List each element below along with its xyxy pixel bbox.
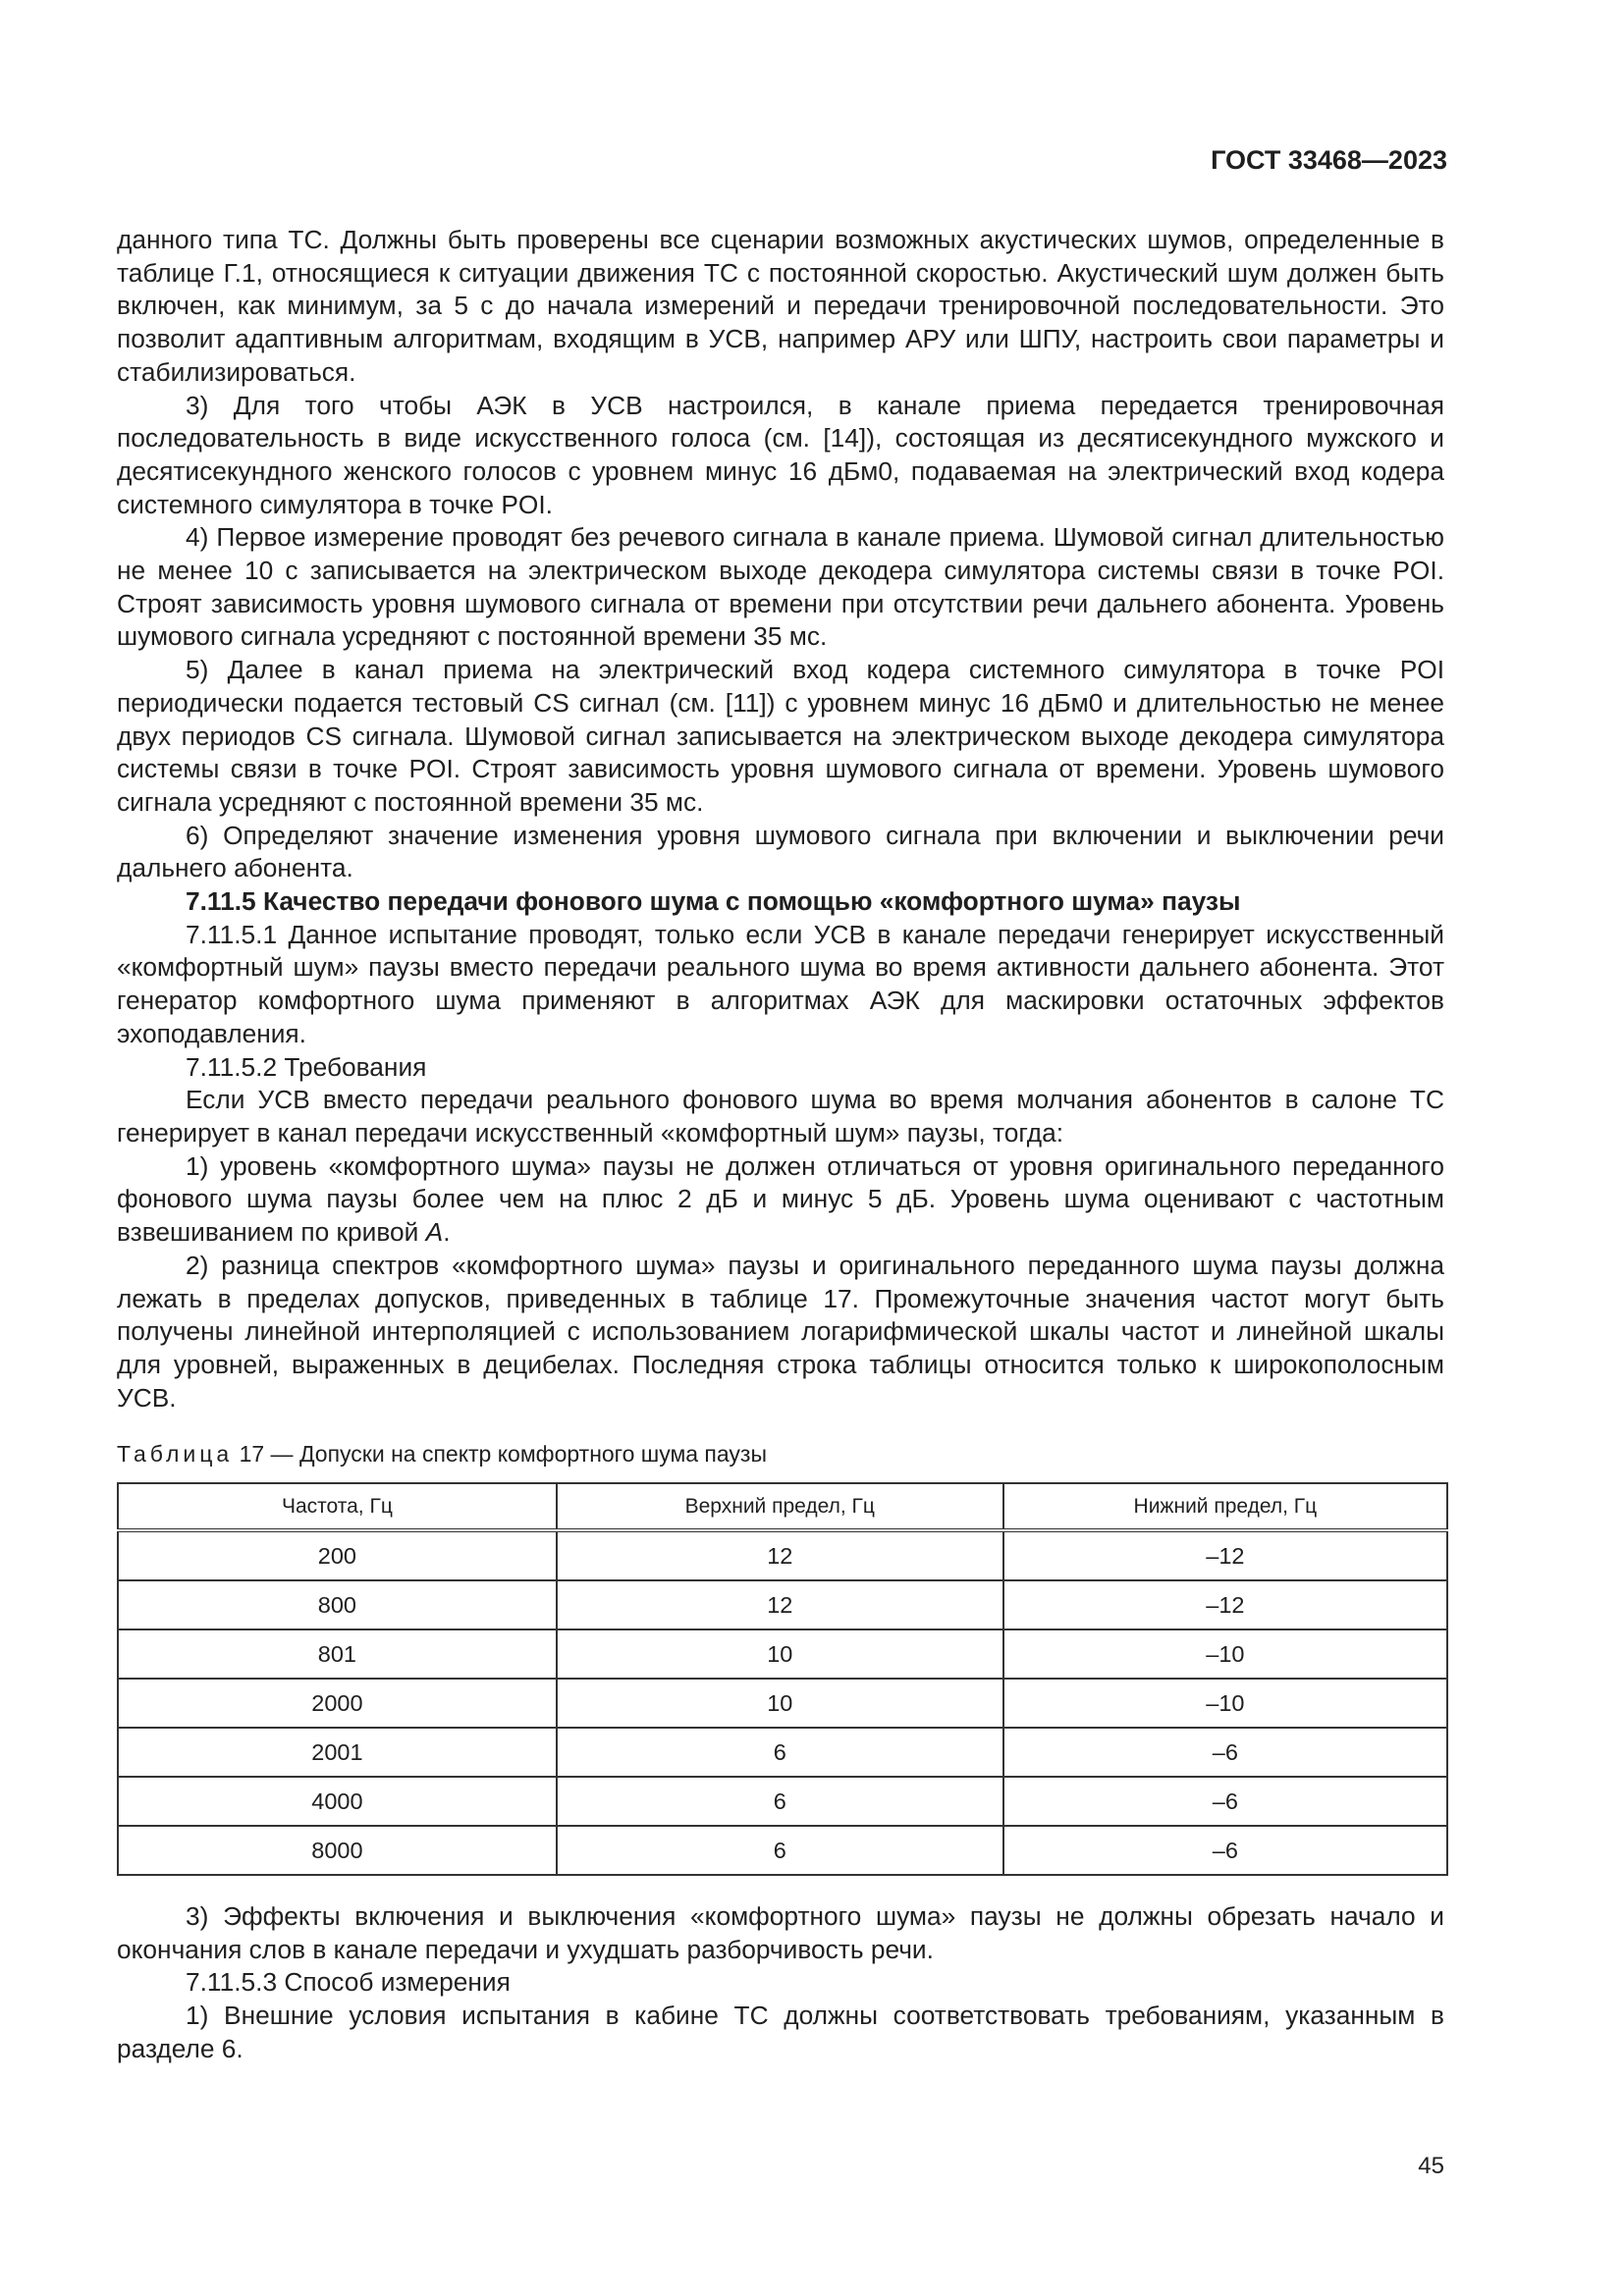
cell-upper-limit: 10 <box>557 1629 1003 1679</box>
paragraph-req-1 <box>117 1150 1444 1250</box>
section-heading-7-11-5: 7.11.5 Качество передачи фонового шума с помощью «комфортного шума» паузы <box>186 886 1241 917</box>
table-caption <box>117 1441 767 1468</box>
cell-upper-limit: 10 <box>557 1679 1003 1728</box>
cell-frequency: 2001 <box>118 1728 557 1777</box>
table-row <box>118 1629 1447 1679</box>
paragraph-step-5: 5) Далее в канал приема на электрический вход кодера системного симулятора в точке POI периодически подается тестовый CS сигнал (см. [11]) с уровнем минус 16 дБм0 и длительностью не менее двух периодов CS сигнала. Шумовой сигнал записывается на электрическом выходе декодера симулятора системы связи в точке POI. Строят зависимость уровня шумового сигнала от времени. Уровень шумового сигнала усредняют с постоянной времени 35 мс. <box>117 655 1444 817</box>
paragraph-continuation: данного типа ТС. Должны быть проверены все сценарии возможных акустических шумов, определенные в таблице Г.1, относящиеся к ситуации движения ТС с постоянной скоростью. Акустический шум должен быть включен, как минимум, за 5 с до начала измерений и передачи тренировочной последовательности. Это позволит адаптивным алгоритмам, входящим в УСВ, например АРУ или ШПУ, настроить свои параметры и стабилизироваться. <box>117 225 1444 387</box>
cell-upper-limit: 6 <box>557 1728 1003 1777</box>
table-row <box>118 1777 1447 1826</box>
cell-lower-limit: –6 <box>1003 1728 1447 1777</box>
paragraph-req-1-text: 1) уровень «комфортного шума» паузы не должен отличаться от уровня оригинального переданного фонового шума паузы более чем на плюс 2 дБ и минус 5 дБ. Уровень шума оценивают с частотным взвешиванием по кривой <box>117 1150 1444 1248</box>
paragraph-req-1-end: . <box>443 1217 451 1248</box>
table-caption-label: Таблица <box>117 1441 234 1467</box>
column-header-lower-limit: Нижний предел, Гц <box>1003 1483 1447 1530</box>
cell-upper-limit: 6 <box>557 1777 1003 1826</box>
column-header-frequency: Частота, Гц <box>118 1483 557 1530</box>
paragraph-step-4: 4) Первое измерение проводят без речевого сигнала в канале приема. Шумовой сигнал длительностью не менее 10 с записывается на электрическом выходе декодера симулятора системы связи в точке POI. Строят зависимость уровня шумового сигнала от времени при отсутствии речи дальнего абонента. Уровень шумового сигнала усредняют с постоянной времени 35 мс. <box>117 522 1444 652</box>
body-text <box>117 224 1444 1415</box>
table-row <box>118 1728 1447 1777</box>
paragraph-step-3: 3) Для того чтобы АЭК в УСВ настроился, в канале приема передается тренировочная последовательность в виде искусственного голоса (см. [14]), состоящая из десятисекундного мужского и десятисекундного женского голосов с уровнем минус 16 дБм0, подаваемая на электрический вход кодера системного симулятора в точке POI. <box>117 390 1444 519</box>
table-row <box>118 1679 1447 1728</box>
paragraph-req-2: 2) разница спектров «комфортного шума» паузы и оригинального переданного шума паузы должна лежать в пределах допусков, приведенных в таблице 17. Промежуточные значения частот могут быть получены линейной интерполяцией с использованием логарифмической шкалы частот и линейной шкалы для уровней, выраженных в децибелах. Последняя строка таблицы относится только к широкополосным УСВ. <box>117 1250 1444 1413</box>
cell-frequency: 4000 <box>118 1777 557 1826</box>
cell-lower-limit: –10 <box>1003 1629 1447 1679</box>
table-header-row <box>118 1483 1447 1530</box>
column-header-upper-limit: Верхний предел, Гц <box>557 1483 1003 1530</box>
subsection-requirements: 7.11.5.2 Требования <box>186 1051 427 1082</box>
cell-lower-limit: –12 <box>1003 1530 1447 1580</box>
cell-frequency: 8000 <box>118 1826 557 1875</box>
paragraph-req-3: 3) Эффекты включения и выключения «комфортного шума» паузы не должны обрезать начало и окончания слов в канале передачи и ухудшать разборчивость речи. <box>117 1901 1444 1964</box>
cell-frequency: 801 <box>118 1629 557 1679</box>
table-row <box>118 1826 1447 1875</box>
cell-lower-limit: –6 <box>1003 1777 1447 1826</box>
cell-upper-limit: 6 <box>557 1826 1003 1875</box>
paragraph-condition: Если УСВ вместо передачи реального фонового шума во время молчания абонентов в салоне ТС генерирует в канал передачи искусственный «комфортный шум» паузы, тогда: <box>117 1085 1444 1148</box>
table-row <box>118 1580 1447 1629</box>
paragraph-method-1: 1) Внешние условия испытания в кабине ТС должны соответствовать требованиям, указанным в разделе 6. <box>117 2001 1444 2063</box>
page-number: 45 <box>1418 2153 1444 2179</box>
cell-frequency: 2000 <box>118 1679 557 1728</box>
cell-frequency: 200 <box>118 1530 557 1580</box>
paragraph-step-6: 6) Определяют значение изменения уровня шумового сигнала при включении и выключении речи дальнего абонента. <box>117 820 1444 883</box>
table-caption-text: 17 — Допуски на спектр комфортного шума паузы <box>233 1441 768 1467</box>
cell-upper-limit: 12 <box>557 1530 1003 1580</box>
document-header: ГОСТ 33468—2023 <box>1211 145 1447 175</box>
cell-lower-limit: –12 <box>1003 1580 1447 1629</box>
paragraph-7-11-5-1: 7.11.5.1 Данное испытание проводят, только если УСВ в канале передачи генерирует искусственный «комфортный шум» паузы вместо передачи реального шума во время активности дальнего абонента. Этот генератор комфортного шума применяют в алгоритмах АЭК для маскировки остаточных эффектов эхоподавления. <box>117 919 1444 1048</box>
curve-letter: A <box>425 1217 444 1248</box>
tolerance-table <box>117 1482 1448 1876</box>
body-text-after-table <box>117 1900 1444 2066</box>
table-row <box>118 1530 1447 1580</box>
cell-lower-limit: –10 <box>1003 1679 1447 1728</box>
cell-frequency: 800 <box>118 1580 557 1629</box>
cell-lower-limit: –6 <box>1003 1826 1447 1875</box>
cell-upper-limit: 12 <box>557 1580 1003 1629</box>
subsection-measurement-method: 7.11.5.3 Способ измерения <box>186 1967 511 1998</box>
